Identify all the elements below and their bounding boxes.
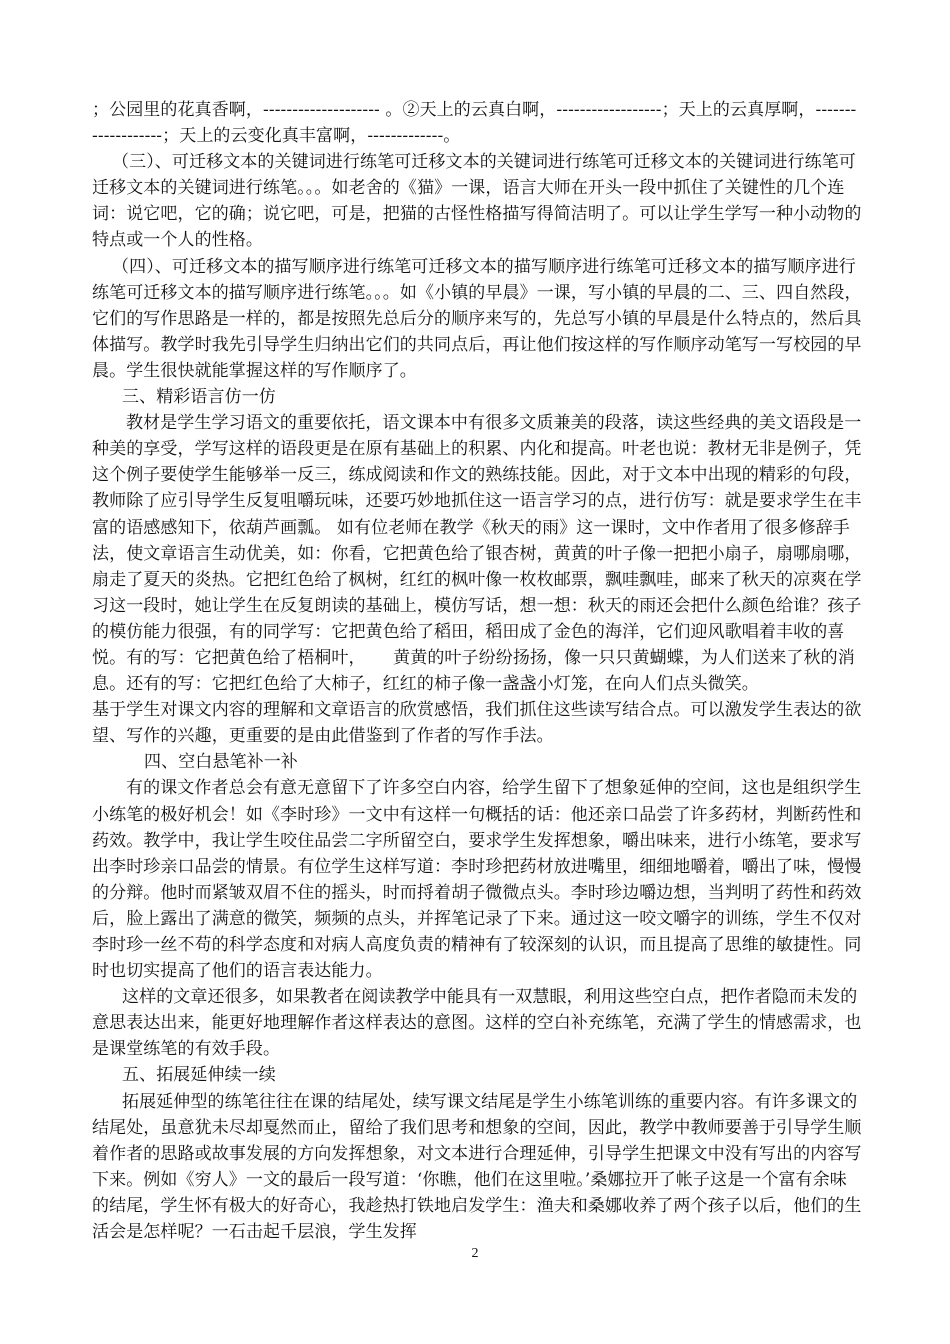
page-number: 2 [471, 1246, 479, 1261]
section-heading-fill-blank: 四、空白悬笔补一补 [144, 752, 298, 773]
section-heading-extend: 五、拓展延伸续一续 [122, 1065, 276, 1086]
paragraph-description-order: （四）、可迁移文本的描写顺序进行练笔可迁移文本的描写顺序进行练笔可迁移文本的描写顺序进行练笔可迁移文本的描写顺序进行练笔。。。如《小镇的早晨》一课，写小镇的早晨的二、三、四自然段，它们的写作思路是一样的，都是按照先总后分的顺序来写的，先总写小镇的早晨是什么特点的，然后具体描写。教学时我先引导学生归纳出它们的共同点后，再让他们按这样的写作顺序动笔写一写校园的早晨。学生很快就能掌握这样的写作顺序了。 [92, 256, 862, 381]
paragraph-keyword-practice: （三）、可迁移文本的关键词进行练笔可迁移文本的关键词进行练笔可迁移文本的关键词进行练笔可迁移文本的关键词进行练笔。。。如老舍的《猫》一课，语言大师在开头一段中抓住了关键性的几个连词：说它吧，它的确；说它吧，可是，把猫的古怪性格描写得简洁明了。可以让学生学写一种小动物的特点或一个人的性格。 [92, 152, 862, 251]
paragraph-extend-ending: 拓展延伸型的练笔往往在课的结尾处，续写课文结尾是学生小练笔训练的重要内容。有许多课文的结尾处，虽意犹未尽却戛然而止，留给了我们思考和想象的空间，因此，教学中教师要善于引导学生顺着作者的思路或故事发展的方向发挥想象，对文本进行合理延伸，引导学生把课文中没有写出的内容写下来。例如《穷人》一文的最后一段写道：‘你瞧，他们在这里啦。’桑娜拉开了帐子这是一个富有余味的结尾，学生怀有极大的好奇心，我趁热打铁地启发学生：渔夫和桑娜收养了两个孩子以后，他们的生活会是怎样呢？一石击起千层浪，学生发挥 [92, 1091, 862, 1243]
section-heading-imitate: 三、精彩语言仿一仿 [122, 387, 276, 408]
paragraph-li-shizhen: 有的课文作者总会有意无意留下了许多空白内容，给学生留下了想象延伸的空间，这也是组织学生小练笔的极好机会！如《李时珍》一文中有这样一句概括的话：他还亲口品尝了许多药材，判断药性和药效。教学中，我让学生咬住品尝二字所留空白，要求学生发挥想象，嚼出味来，进行小练笔，要求写出李时珍亲口品尝的情景。有位学生这样写道：李时珍把药材放进嘴里，细细地嚼着，嚼出了味，慢慢的分辩。他时而紧皱双眉不住的摇头，时而捋着胡子微微点头。李时珍边嚼边想，当判明了药性和药效后，脸上露出了满意的微笑，频频的点头，并挥笔记录了下来。通过这一咬文嚼字的训练，学生不仅对李时珍一丝不苟的科学态度和对病人高度负责的精神有了较深刻的认识，而且提高了思维的敏捷性。同时也切实提高了他们的语言表达能力。 [92, 778, 862, 982]
paragraph-reading-writing-link: 基于学生对课文内容的理解和文章语言的欣赏感悟，我们抓住这些读写结合点。可以激发学生表达的欲望、写作的兴趣，更重要的是由此借鉴到了作者的写作手法。 [92, 700, 862, 747]
paragraph-fill-in-examples: ；公园里的花真香啊，-------------------- 。②天上的云真白啊，------------------；天上的云真厚啊，-------------------；天上的云变化真丰富啊，-------------。 [92, 100, 857, 147]
document-body [92, 97, 862, 1245]
paragraph-blank-summary: 这样的文章还很多，如果教者在阅读教学中能具有一双慧眼，利用这些空白点，把作者隐而未发的意思表达出来，能更好地理解作者这样表达的意图。这样的空白补充练笔，充满了学生的情感需求，也是课堂练笔的有效手段。 [92, 987, 862, 1060]
paragraph-imitate-language: 教材是学生学习语文的重要依托，语文课本中有很多文质兼美的段落，读这些经典的美文语段是一种美的享受，学写这样的语段更是在原有基础上的积累、内化和提高。叶老也说：教材无非是例子，凭这个例子要使学生能够举一反三，练成阅读和作文的熟练技能。因此，对于文本中出现的精彩的句段，教师除了应引导学生反复咀嚼玩味，还要巧妙地抓住这一语言学习的点，进行仿写：就是要求学生在丰富的语感感知下，依葫芦画瓢。 如有位老师在教学《秋天的雨》这一课时，文中作者用了很多修辞手法，使文章语言生动优美，如：你看，它把黄色给了银杏树，黄黄的叶子像一把把小扇子，扇哪扇哪，扇走了夏天的炎热。它把红色给了枫树，红红的枫叶像一枚枚邮票，飘哇飘哇，邮来了秋天的凉爽在学习这一段时，她让学生在反复朗读的基础上，模仿写话，想一想：秋天的雨还会把什么颜色给谁？孩子的模仿能力很强，有的同学写：它把黄色给了稻田，稻田成了金色的海洋，它们迎风歌唱着丰收的喜悦。有的写：它把黄色给了梧桐叶， 黄黄的叶子纷纷扬扬，像一只只黄蝴蝶，为人们送来了秋的消息。还有的写：它把红色给了大柿子，红红的柿子像一盏盏小灯笼，在向人们点头微笑。 [92, 413, 862, 695]
